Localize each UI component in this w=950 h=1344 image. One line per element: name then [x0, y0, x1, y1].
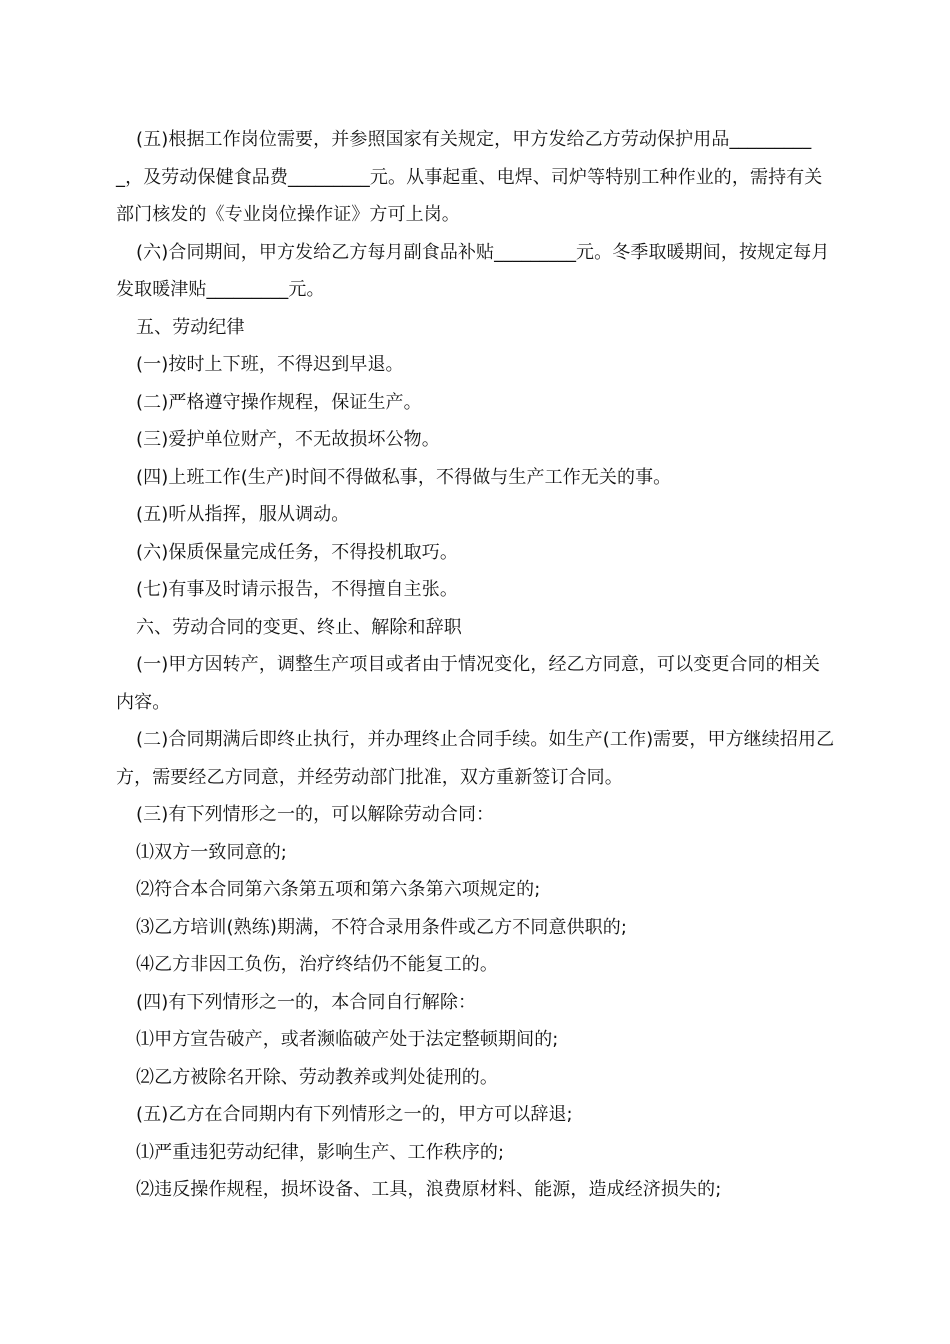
list-item-dissolution-3: ⑶乙方培训(熟练)期满，不符合录用条件或乙方不同意供职的;: [136, 916, 628, 938]
document-body: [116, 121, 836, 1209]
list-item-discipline-5: (五)听从指挥，服从调动。: [136, 504, 350, 525]
list-item-discipline-2: (二)严格遵守操作规程，保证生产。: [136, 391, 422, 413]
list-item-dissolution-1: ⑴双方一致同意的;: [136, 841, 287, 863]
list-item-discipline-7: (七)有事及时请示报告，不得擅自主张。: [136, 579, 458, 600]
list-item-discipline-6: (六)保质保量完成任务，不得投机取巧。: [136, 541, 458, 563]
list-item-automatic-1: ⑴甲方宣告破产，或者濒临破产处于法定整顿期间的;: [136, 1029, 559, 1050]
section-heading-contract-changes: 六、劳动合同的变更、终止、解除和辞职: [136, 616, 462, 638]
list-item-dissolution-2: ⑵符合本合同第六条第五项和第六条第六项规定的;: [136, 879, 541, 900]
paragraph-contract-modification: (一)甲方因转产，调整生产项目或者由于情况变化，经乙方同意，可以变更合同的相关内容。: [116, 654, 820, 713]
list-item-discipline-4: (四)上班工作(生产)时间不得做私事，不得做与生产工作无关的事。: [136, 466, 672, 488]
list-item-discipline-3: (三)爱护单位财产，不无故损坏公物。: [136, 429, 440, 450]
paragraph-dissolution-conditions: (三)有下列情形之一的，可以解除劳动合同：: [136, 804, 495, 825]
list-item-automatic-2: ⑵乙方被除名开除、劳动教养或判处徒刑的。: [136, 1066, 498, 1088]
list-item-discipline-1: (一)按时上下班，不得迟到早退。: [136, 354, 404, 375]
paragraph-protective-supplies: (五)根据工作岗位需要，并参照国家有关规定，甲方发给乙方劳动保护用品__________，及劳动保健食品费_________元。从事起重、电焊、司炉等特别工种作业的，需持有关部门核发的《专业岗位操作证》方可上岗。: [116, 129, 823, 225]
list-item-dissolution-4: ⑷乙方非因工负伤，治疗终结仍不能复工的。: [136, 954, 498, 975]
list-item-dismissal-2: ⑵违反操作规程，损坏设备、工具，浪费原材料、能源，造成经济损失的;: [136, 1179, 722, 1200]
paragraph-dismissal-conditions: (五)乙方在合同期内有下列情形之一的，甲方可以辞退;: [136, 1104, 573, 1125]
paragraph-contract-termination: (二)合同期满后即终止执行，并办理终止合同手续。如生产(工作)需要，甲方继续招用乙方，需要经乙方同意，并经劳动部门批准，双方重新签订合同。: [116, 729, 835, 788]
section-heading-labor-discipline: 五、劳动纪律: [136, 316, 245, 338]
paragraph-automatic-dissolution: (四)有下列情形之一的，本合同自行解除：: [136, 991, 477, 1013]
paragraph-food-subsidy: (六)合同期间，甲方发给乙方每月副食品补贴_________元。冬季取暖期间，按规定每月发取暖津贴_________元。: [116, 241, 830, 300]
list-item-dismissal-1: ⑴严重违犯劳动纪律，影响生产、工作秩序的;: [136, 1141, 505, 1163]
